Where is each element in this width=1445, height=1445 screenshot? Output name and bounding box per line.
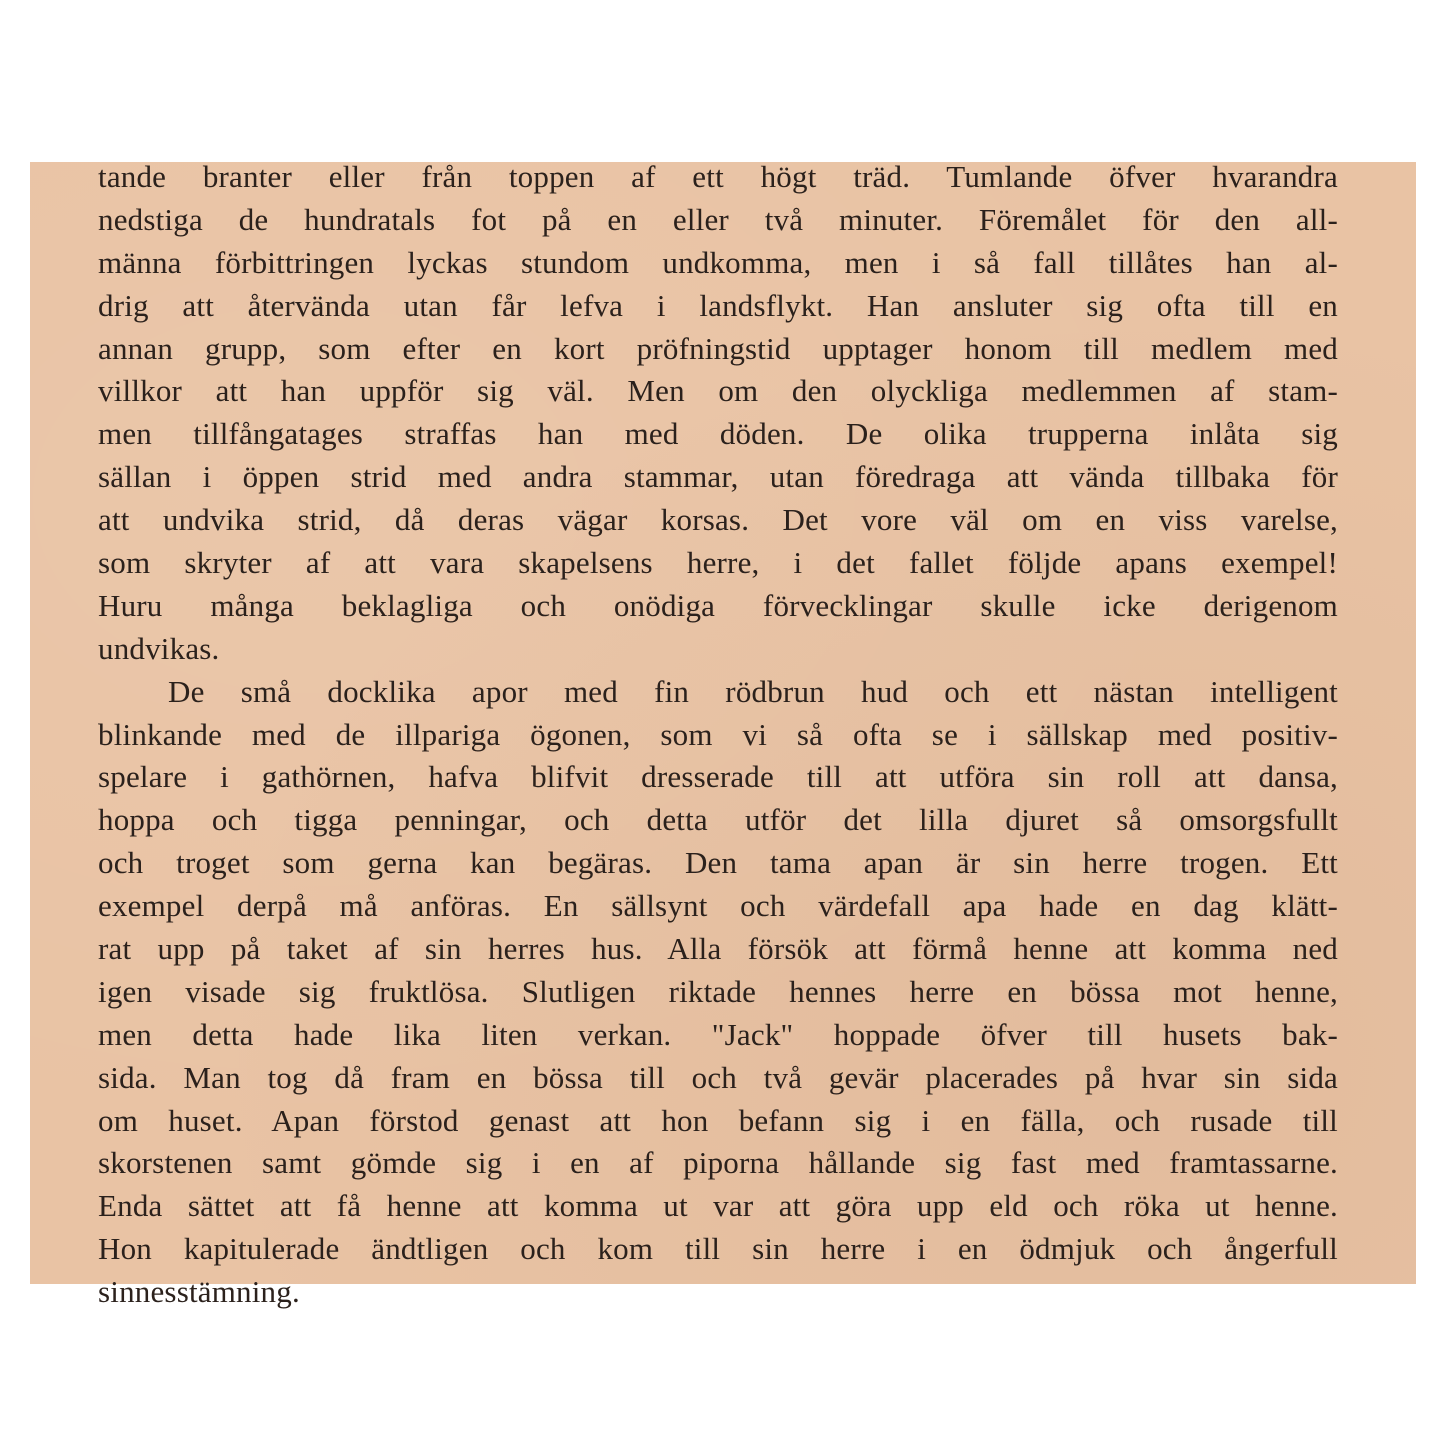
text-line: hoppa och tigga penningar, och detta utför det lilla djuret så omsorgsfullt — [98, 802, 1338, 838]
text-line: sida. Man tog då fram en bössa till och två gevär placerades på hvar sin sida — [98, 1059, 1338, 1095]
text-line: spelare i gathörnen, hafva blifvit dresserade till att utföra sin roll att dansa, — [98, 759, 1338, 795]
text-line: skorstenen samt gömde sig i en af piporna hållande sig fast med framtassarne. — [98, 1145, 1338, 1181]
text-line: som skryter af att vara skapelsens herre, i det fallet följde apans exempel! — [98, 545, 1338, 581]
text-line-paragraph-start: De små docklika apor med fin rödbrun hud och ett nästan intelligent — [168, 673, 1338, 709]
body-text — [98, 156, 1338, 1314]
text-line: igen visade sig fruktlösa. Slutligen riktade hennes herre en bössa mot henne, — [98, 973, 1338, 1009]
text-line: Enda sättet att få henne att komma ut var att göra upp eld och röka ut henne. — [98, 1188, 1338, 1224]
text-line: sällan i öppen strid med andra stammar, utan föredraga att vända tillbaka för — [98, 459, 1338, 495]
text-line: männa förbittringen lyckas stundom undkomma, men i så fall tillåtes han al- — [98, 244, 1338, 280]
text-line: om huset. Apan förstod genast att hon befann sig i en fälla, och rusade till — [98, 1102, 1338, 1138]
text-line: och troget som gerna kan begäras. Den tama apan är sin herre trogen. Ett — [98, 845, 1338, 881]
text-line-paragraph-end: undvikas. — [98, 630, 220, 666]
text-line: nedstiga de hundratals fot på en eller två minuter. Föremålet för den all- — [98, 201, 1338, 237]
text-line: annan grupp, som efter en kort pröfningstid upptager honom till medlem med — [98, 330, 1338, 366]
text-line: men tillfångatages straffas han med döden. De olika trupperna inlåta sig — [98, 416, 1338, 452]
text-line: Hon kapitulerade ändtligen och kom till sin herre i en ödmjuk och ångerfull — [98, 1231, 1338, 1267]
text-line: blinkande med de illpariga ögonen, som vi så ofta se i sällskap med positiv- — [98, 716, 1338, 752]
text-line: att undvika strid, då deras vägar korsas. Det vore väl om en viss varelse, — [98, 502, 1338, 538]
text-line: rat upp på taket af sin herres hus. Alla försök att förmå henne att komma ned — [98, 931, 1338, 967]
text-line: Huru många beklagliga och onödiga förvecklingar skulle icke derigenom — [98, 587, 1338, 623]
text-line: drig att återvända utan får lefva i landsflykt. Han ansluter sig ofta till en — [98, 287, 1338, 323]
text-line: exempel derpå må anföras. En sällsynt och värdefall apa hade en dag klätt- — [98, 888, 1338, 924]
text-line-cut-off: sinnesstämning. — [98, 1274, 300, 1310]
text-line: villkor att han uppför sig väl. Men om den olyckliga medlemmen af stam- — [98, 373, 1338, 409]
text-line: tande branter eller från toppen af ett högt träd. Tumlande öfver hvarandra — [98, 159, 1338, 194]
text-line: men detta hade lika liten verkan. "Jack" hoppade öfver till husets bak- — [98, 1016, 1338, 1052]
scanned-page — [30, 159, 1416, 1310]
